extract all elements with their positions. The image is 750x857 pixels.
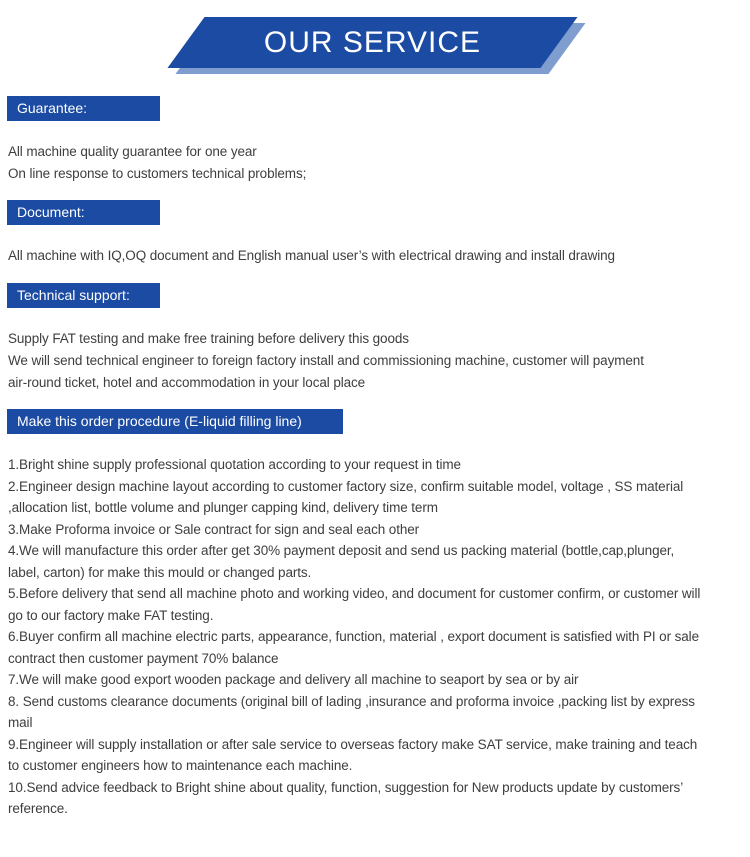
text-line: All machine quality guarantee for one year xyxy=(8,144,257,159)
text-line: air-round ticket, hotel and accommodation in your local place xyxy=(8,375,366,390)
text-line: 6.Buyer confirm all machine electric parts, appearance, function, material , export document is satisfied with PI or sale xyxy=(8,629,699,644)
section-header-label: Guarantee: xyxy=(17,100,88,116)
text-line: On line response to customers technical problems; xyxy=(8,166,307,181)
text-line: contract then customer payment 70% balance xyxy=(8,650,279,666)
text-line: 3.Make Proforma invoice or Sale contract for sign and seal each other xyxy=(8,521,420,537)
section-header-label: Document: xyxy=(17,204,85,220)
section-header-document xyxy=(7,200,160,225)
text-line: 7.We will make good export wooden package and delivery all machine to seaport by sea or by air xyxy=(8,672,579,687)
section-header-technical-support xyxy=(7,283,160,308)
text-line: reference. xyxy=(8,801,68,816)
section-order-procedure xyxy=(0,409,750,820)
section-body-technical-support xyxy=(0,328,750,394)
section-body-document xyxy=(0,245,750,267)
section-body-order-procedure xyxy=(0,454,750,820)
text-line: 9.Engineer will supply installation or after sale service to overseas factory make SAT service, make training and teach xyxy=(8,736,698,752)
banner-title: OUR SERVICE xyxy=(263,25,482,59)
text-line: Supply FAT testing and make free training before delivery this goods xyxy=(8,331,409,346)
text-line: to customer engineers how to maintenance each machine. xyxy=(8,758,353,773)
section-header-label: Make this order procedure (E-liquid filling line) xyxy=(17,413,302,429)
section-technical-support xyxy=(0,283,750,394)
text-line: All machine with IQ,OQ document and English manual user’s with electrical drawing and install drawing xyxy=(8,248,615,263)
text-line: label, carton) for make this mould or changed parts. xyxy=(8,564,312,580)
text-line: 1.Bright shine supply professional quotation according to your request in time xyxy=(8,457,461,472)
section-guarantee xyxy=(0,96,750,185)
section-body-guarantee xyxy=(0,141,750,185)
text-line: 2.Engineer design machine layout according to customer factory size, confirm suitable model, voltage , SS material xyxy=(8,478,684,494)
section-document xyxy=(0,200,750,267)
section-header-order-procedure xyxy=(7,409,343,434)
text-line: We will send technical engineer to foreign factory install and commissioning machine, customer will payment xyxy=(8,353,644,368)
text-line: 5.Before delivery that send all machine photo and working video, and document for customer confirm, or customer will xyxy=(8,586,701,601)
text-line: ,allocation list, bottle volume and plunger capping kind, delivery time term xyxy=(8,500,438,515)
text-line: 8. Send customs clearance documents (original bill of lading ,insurance and proforma invoice ,packing list by express xyxy=(8,693,695,709)
service-banner xyxy=(0,0,750,75)
section-header-guarantee xyxy=(7,96,160,121)
section-header-label: Technical support: xyxy=(17,287,130,303)
text-line: 4.We will manufacture this order after get 30% payment deposit and send us packing material (bottle,cap,plunger, xyxy=(8,543,675,558)
text-line: 10.Send advice feedback to Bright shine about quality, function, suggestion for New products update by customers’ xyxy=(8,779,684,795)
text-line: go to our factory make FAT testing. xyxy=(8,607,214,623)
text-line: mail xyxy=(8,715,33,730)
